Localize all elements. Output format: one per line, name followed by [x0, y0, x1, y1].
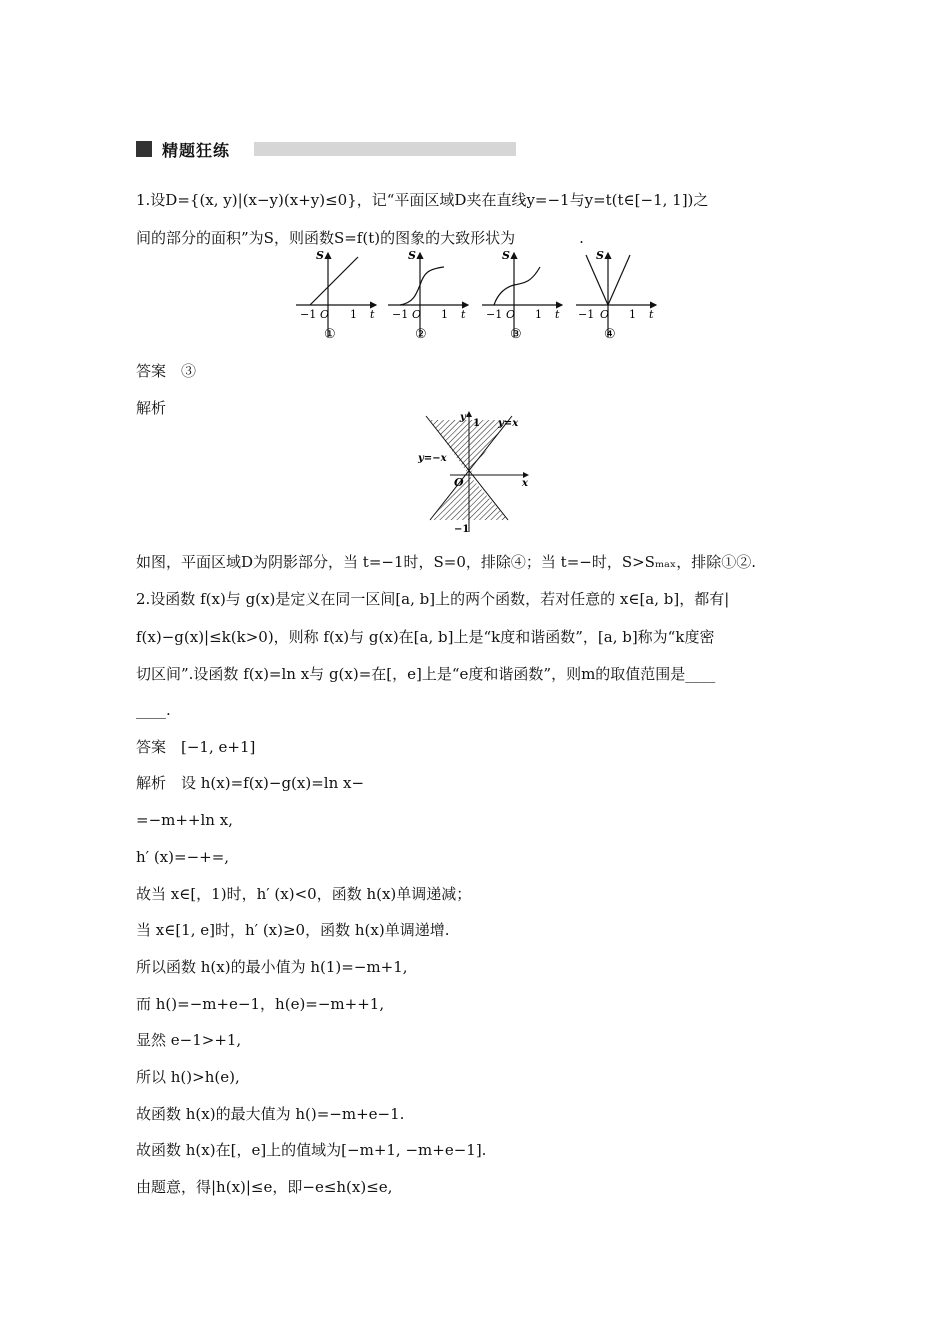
option-graphs — [288, 245, 668, 345]
option-2-s-label: S — [408, 249, 416, 262]
option-3-neg1: −1 — [486, 308, 503, 321]
option-2-t: t — [461, 308, 466, 321]
option-2-one: 1 — [441, 308, 448, 321]
q2-step: 所以 h()>h(e), — [136, 1068, 240, 1086]
option-graph-4 — [576, 249, 656, 342]
q1-answer: 答案 ③ — [136, 362, 197, 380]
q1-explanation: 如图，平面区域D为阴影部分，当 t=−1时，S=0，排除④；当 t=−时，S>Sₘₐₓ，排除①②. — [136, 553, 757, 571]
option-2-o: O — [412, 308, 422, 321]
option-graph-1 — [296, 249, 376, 342]
q2-step: =−m++ln x, — [136, 811, 233, 829]
q2-step: 所以函数 h(x)的最小值为 h(1)=−m+1, — [136, 958, 408, 976]
section-header — [136, 138, 516, 160]
region-figure — [410, 408, 540, 538]
option-1-t: t — [370, 308, 375, 321]
option-1-neg1: −1 — [300, 308, 317, 321]
q2-answer: 答案 [−1, e+1] — [136, 738, 256, 756]
region-one-label: 1 — [473, 418, 480, 429]
q2-step: 而 h()=−m+e−1，h(e)=−m++1, — [136, 995, 385, 1013]
option-3-s-label: S — [502, 249, 510, 262]
region-neg1-label: −1 — [454, 524, 470, 535]
q2-step: h′ (x)=−+=, — [136, 848, 230, 866]
region-x-label: x — [522, 478, 528, 489]
option-4-neg1: −1 — [578, 308, 595, 321]
q2-step: 由题意，得|h(x)|≤e，即−e≤h(x)≤e, — [136, 1178, 393, 1196]
q2-step: 当 x∈[1, e]时，h′ (x)≥0，函数 h(x)单调递增. — [136, 921, 450, 939]
option-1-one: 1 — [350, 308, 357, 321]
section-header-bar — [254, 142, 516, 156]
section-marker-icon — [136, 141, 152, 157]
option-1-curve — [310, 257, 358, 305]
q2-step: 显然 e−1>+1, — [136, 1031, 242, 1049]
q1-line-1: 1.设D={(x, y)|(x−y)(x+y)≤0}，记“平面区域D夹在直线y=−1与y=t(t∈[−1, 1])之 — [136, 191, 709, 209]
option-2-number: ② — [415, 327, 427, 342]
q2-step: 解析 设 h(x)=f(x)−g(x)=ln x− — [136, 774, 365, 792]
q2-line-4: ____. — [136, 701, 171, 719]
option-2-curve — [400, 267, 444, 305]
option-3-one: 1 — [535, 308, 542, 321]
option-1-number: ① — [324, 327, 336, 342]
q2-line-2: f(x)−g(x)|≤k(k>0)，则称 f(x)与 g(x)在[a, b]上是“k度和谐函数”，[a, b]称为“k度密 — [136, 628, 715, 646]
option-2-neg1: −1 — [392, 308, 409, 321]
q2-step: 故函数 h(x)在[，e]上的值域为[−m+1, −m+e−1]. — [136, 1141, 487, 1159]
option-4-number: ④ — [604, 327, 616, 342]
option-4-one: 1 — [629, 308, 636, 321]
option-3-o: O — [506, 308, 516, 321]
region-o-label: O — [454, 476, 464, 489]
option-4-t: t — [649, 308, 654, 321]
option-graph-3 — [482, 249, 562, 342]
option-graph-2 — [388, 249, 468, 342]
region-line-neg-label: y=−x — [418, 453, 447, 464]
q2-line-1: 2.设函数 f(x)与 g(x)是定义在同一区间[a, b]上的两个函数，若对任意的 x∈[a, b]，都有| — [136, 590, 730, 608]
option-3-number: ③ — [510, 327, 522, 342]
region-y-label: y — [460, 412, 466, 423]
q2-line-3: 切区间”.设函数 f(x)=ln x与 g(x)=在[，e]上是“e度和谐函数”，则m的取值范围是____ — [136, 665, 716, 683]
q1-analysis-label: 解析 — [136, 399, 167, 417]
option-3-t: t — [555, 308, 560, 321]
option-4-o: O — [600, 308, 610, 321]
option-1-s-label: S — [316, 249, 324, 262]
q1-line-2-text: 间的部分的面积”为S，则函数S=f(t)的图象的大致形状为 — [136, 229, 516, 247]
option-1-o: O — [320, 308, 330, 321]
q2-step: 故函数 h(x)的最大值为 h()=−m+e−1. — [136, 1105, 405, 1123]
option-3-curve — [494, 267, 540, 305]
q2-step: 故当 x∈[，1)时，h′ (x)<0，函数 h(x)单调递减； — [136, 885, 472, 903]
option-4-s-label: S — [596, 249, 604, 262]
section-title: 精题狂练 — [162, 141, 231, 160]
q1-line-2-end: . — [579, 229, 584, 247]
region-line-pos-label: y=x — [498, 418, 519, 429]
